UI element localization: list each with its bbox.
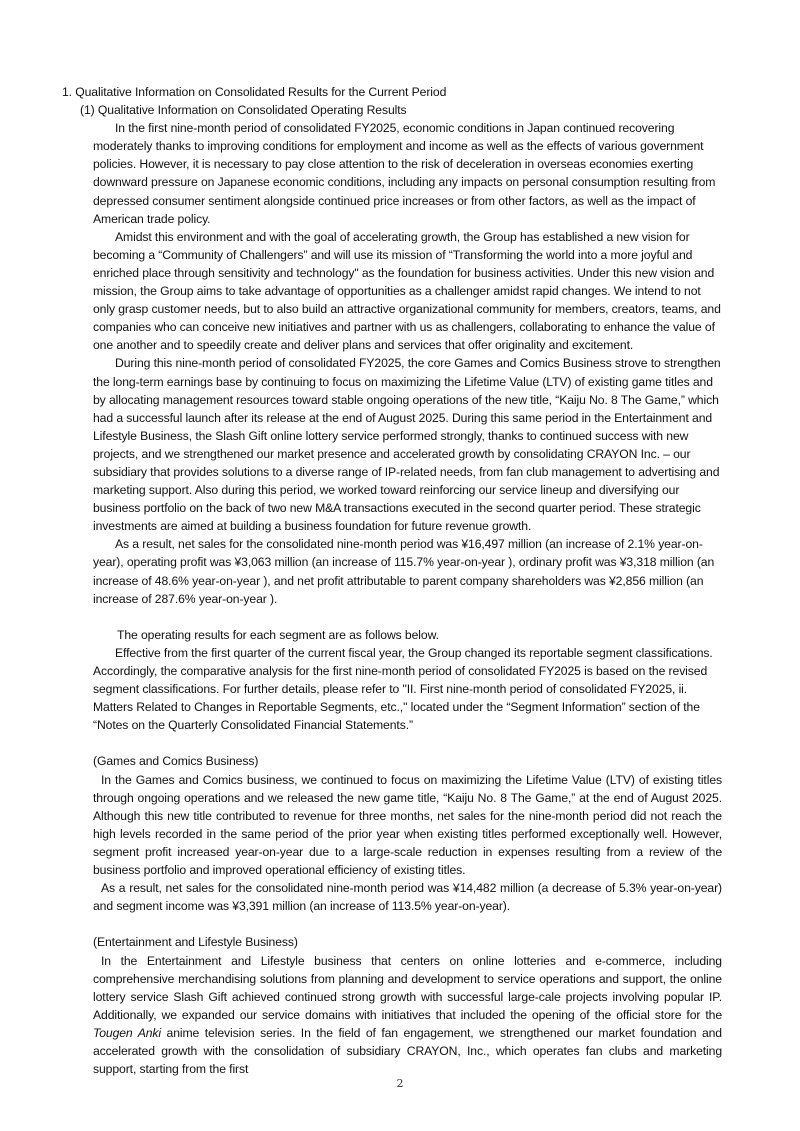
segment-title-entertainment-lifestyle: (Entertainment and Lifestyle Business) xyxy=(93,935,298,950)
segment-change-note: Effective from the first quarter of the current fiscal year, the Group changed its reportable segment classifications. Accordingly, the comparative analysis for the first nine-month period of consolidated FY2025 is based on the revised segment classifications. For further details, please refer to "II. First nine-month period of consolidated FY2025, ii. Matters Related to Changes in Reportable Segments, etc.," located under the “Segment Information” section of the “Notes on the Quarterly Consolidated Financial Statements.” xyxy=(93,645,713,733)
spacer xyxy=(62,608,722,626)
segment-paragraph-games-comics: In the Games and Comics business, we continued to focus on maximizing the Lifetime Value (LTV) of existing titles through ongoing operations and we released the new game title, “Kaiju No. 8 The Game,” at the end of August 2025. Although this new title contributed to revenue for three months, net sales for the nine-month period did not reach the high levels recorded in the same period of the prior year when existing titles performed exceptionally well. However, segment profit increased year-on-year due to a large-scale reduction in expenses resulting from a review of the business portfolio and improved operational efficiency of existing titles. xyxy=(93,772,722,878)
text-run: In the Entertainment and Lifestyle business that centers on online lotteries and e-commerce, including comprehensive merchandising solutions from planning and development to service operations and support, the online lottery service Slash Gift achieved continued strong growth with successful large-cale projects involving popular IP. Additionally, we expanded our service domains with initiatives that included the opening of the official store for the xyxy=(93,953,722,1022)
spacer xyxy=(62,734,722,752)
segment-title-games-comics: (Games and Comics Business) xyxy=(93,754,259,769)
title-italic: Tougen Anki xyxy=(93,1025,161,1040)
segment-intro: The operating results for each segment are as follows below. xyxy=(117,627,439,642)
document-body xyxy=(62,83,722,1078)
segment-results-games-comics: As a result, net sales for the consolidated nine-month period was ¥14,482 million (a decrease of 5.3% year-on-year) and segment income was ¥3,391 million (an increase of 113.5% year-on-year). xyxy=(93,881,722,914)
subsection-heading: (1) Qualitative Information on Consolidated Operating Results xyxy=(80,103,407,118)
spacer xyxy=(62,915,722,933)
paragraph-vision-mission: Amidst this environment and with the goal of accelerating growth, the Group has established a new vision for becoming a “Community of Challengers” and will use its mission of “Transforming the world into a more joyful and enriched place through sensitivity and technology" as the foundation for business activities. Under this new vision and mission, the Group aims to take advantage of opportunities as a challenger amidst rapid changes. We intend to not only grasp customer needs, but to also build an attractive organizational community for members, creators, teams, and companies who can conceive new initiatives and partner with us as challengers, collaborating to enhance the value of one another and to speedily create and deliver plans and services that offer originality and excitement. xyxy=(93,229,721,353)
section-heading: 1. Qualitative Information on Consolidated Results for the Current Period xyxy=(62,85,447,99)
paragraph-economic-conditions: In the first nine-month period of consolidated FY2025, economic conditions in Japan continued recovering moderately thanks to improving conditions for employment and income as well as the effects of various government policies. However, it is necessary to pay close attention to the risk of deceleration in overseas economies exerting downward pressure on Japanese economic conditions, including any impacts on personal consumption resulting from depressed consumer sentiment alongside continued price increases or from other factors, as well as the impact of American trade policy. xyxy=(93,121,716,226)
page-number: 2 xyxy=(396,1077,404,1090)
text-run: anime television series. In the field of fan engagement, we strengthened our market foundation and accelerated growth with the consolidation of subsidiary CRAYON, Inc., which operates fan clubs and marketing support, starting from the first xyxy=(93,1025,722,1077)
segment-paragraph-entertainment-lifestyle xyxy=(62,952,722,1079)
paragraph-business-activities: During this nine-month period of consolidated FY2025, the core Games and Comics Business strove to strengthen the long-term earnings base by continuing to focus on maximizing the Lifetime Value (LTV) of existing game titles and by allocating management resources toward stable ongoing operations of the new title, “Kaiju No. 8 The Game,” which had a successful launch after its release at the end of August 2025. During this same period in the Entertainment and Lifestyle Business, the Slash Gift online lottery service performed strongly, thanks to continued success with new projects, and we strengthened our market presence and accelerated growth by consolidating CRAYON Inc. – our subsidiary that provides solutions to a diverse range of IP-related needs, from fan club management to advertising and marketing support. Also during this period, we worked toward reinforcing our service lineup and diversifying our business portfolio on the back of two new M&A transactions executed in the second quarter period. These strategic investments are aimed at building a business foundation for future revenue growth. xyxy=(93,356,721,534)
paragraph-consolidated-results: As a result, net sales for the consolidated nine-month period was ¥16,497 million (an increase of 2.1% year-on-year), operating profit was ¥3,063 million (an increase of 115.7% year-on-year ), ordinary profit was ¥3,318 million (an increase of 48.6% year-on-year ), and net profit attributable to parent company shareholders was ¥2,856 million (an increase of 287.6% year-on-year ). xyxy=(93,537,715,606)
